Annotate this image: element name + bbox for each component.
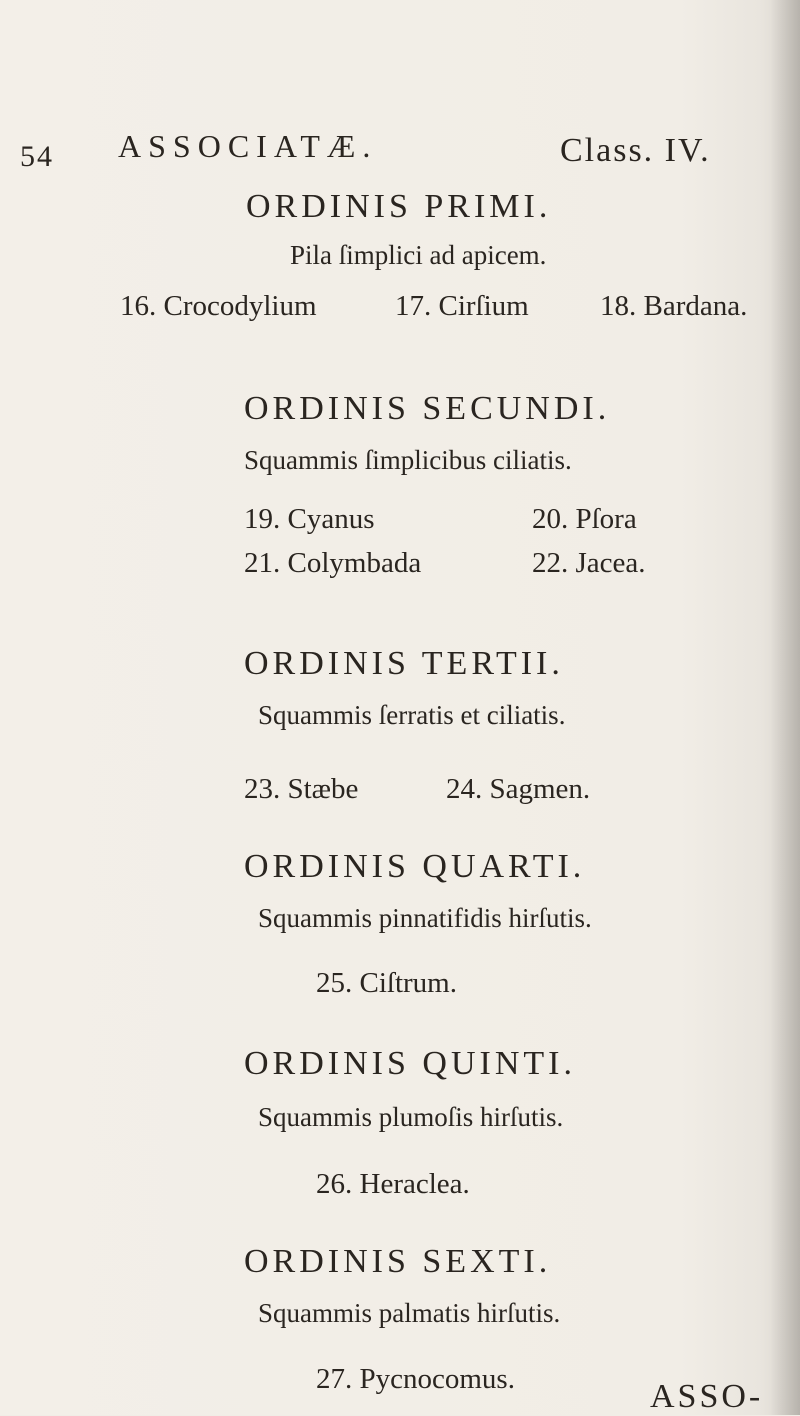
- order-4-title: ORDINIS QUARTI.: [244, 848, 586, 885]
- order-3-title: ORDINIS TERTII.: [244, 645, 564, 682]
- genus-27: 27. Pycnocomus.: [316, 1363, 515, 1395]
- running-head: ASSOCIATÆ.: [118, 128, 378, 164]
- genus-24: 24. Sagmen.: [446, 773, 591, 805]
- order-1-title: ORDINIS PRIMI.: [246, 188, 552, 225]
- genus-21: 21. Colymbada: [244, 547, 422, 579]
- order-6-description: Squammis palmatis hirſutis.: [258, 1298, 561, 1328]
- order-4-description: Squammis pinnatifidis hirſutis.: [258, 903, 592, 933]
- class-label: Class. IV.: [560, 132, 711, 169]
- catchword: ASSO-: [650, 1378, 764, 1415]
- order-2-title: ORDINIS SECUNDI.: [244, 390, 611, 427]
- genus-22: 22. Jacea.: [532, 547, 646, 579]
- page-number: 54: [20, 140, 54, 173]
- genus-26: 26. Heraclea.: [316, 1168, 470, 1200]
- genus-18: 18. Bardana.: [600, 290, 748, 322]
- order-1-description: Pila ſimplici ad apicem.: [290, 240, 547, 270]
- genus-25: 25. Ciſtrum.: [316, 967, 457, 999]
- genus-19: 19. Cyanus: [244, 503, 375, 535]
- genus-23: 23. Stæbe: [244, 773, 359, 805]
- order-5-description: Squammis plumoſis hirſutis.: [258, 1102, 564, 1132]
- genus-16: 16. Crocodylium: [120, 290, 317, 322]
- genus-17: 17. Cirſium: [395, 290, 529, 322]
- order-3-description: Squammis ſerratis et ciliatis.: [258, 700, 566, 730]
- genus-20: 20. Pſora: [532, 503, 637, 535]
- page-edge-shadow: [770, 0, 800, 1415]
- order-6-title: ORDINIS SEXTI.: [244, 1243, 552, 1280]
- order-5-title: ORDINIS QUINTI.: [244, 1045, 576, 1082]
- order-2-description: Squammis ſimplicibus ciliatis.: [244, 445, 572, 475]
